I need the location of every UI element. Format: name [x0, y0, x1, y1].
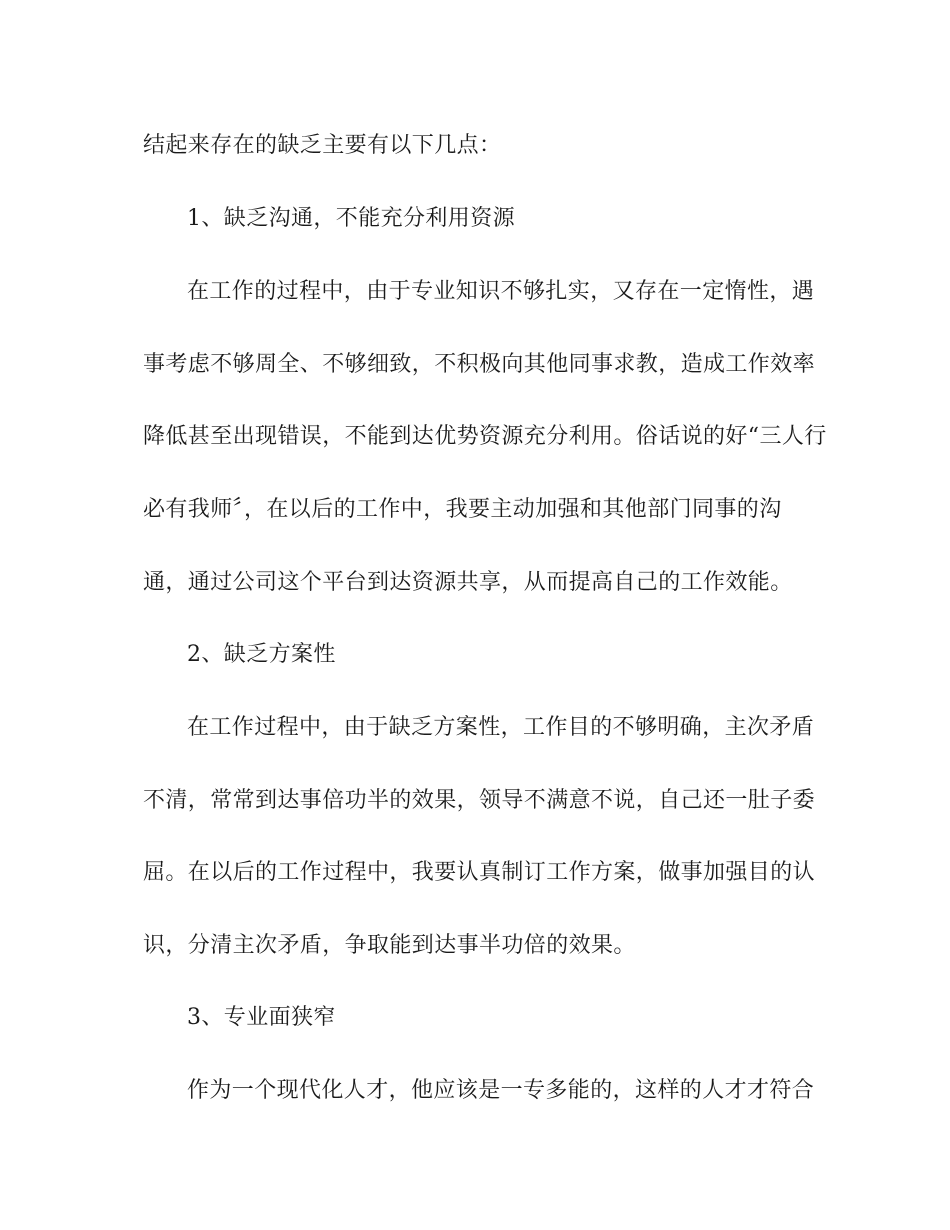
- text-line: 事考虑不够周全、不够细致，不积极向其他同事求教，造成工作效率: [143, 352, 816, 377]
- section-heading: 3、专业面狭窄: [187, 1005, 336, 1030]
- text-line: 降低甚至出现错误，不能到达优势资源充分利用。俗话说的好“三人行: [143, 424, 827, 449]
- section-heading: 1、缺乏沟通，不能充分利用资源: [187, 206, 515, 231]
- text-line: 识，分清主次矛盾，争取能到达事半功倍的效果。: [143, 933, 636, 958]
- text-line: 作为一个现代化人才，他应该是一专多能的，这样的人才才符合: [187, 1078, 815, 1103]
- text-line: 在工作的过程中，由于专业知识不够扎实，又存在一定惰性，遇: [187, 279, 815, 304]
- text-line: 通，通过公司这个平台到达资源共享，从而提高自己的工作效能。: [143, 570, 793, 595]
- text-line: 不清，常常到达事倍功半的效果，领导不满意不说，自己还一肚子委: [143, 788, 816, 813]
- text-line: 屈。在以后的工作过程中，我要认真制订工作方案，做事加强目的认: [143, 860, 816, 885]
- section-heading: 2、缺乏方案性: [187, 642, 336, 667]
- text-line: 必有我师〞，在以后的工作中，我要主动加强和其他部门同事的沟: [143, 497, 782, 522]
- text-line: 在工作过程中，由于缺乏方案性，工作目的不够明确，主次矛盾: [187, 715, 815, 740]
- text-line: 结起来存在的缺乏主要有以下几点：: [143, 133, 502, 158]
